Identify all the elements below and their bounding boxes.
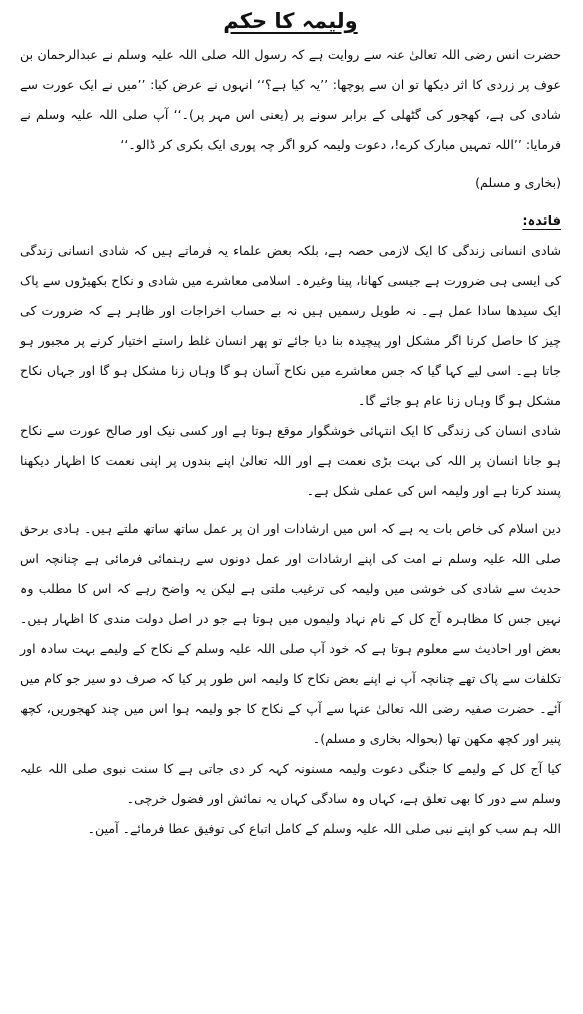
body-paragraph-4: کیا آج کل کے ولیمے کا جنگی دعوت ولیمہ مسنونہ کہہ کر دی جاتی ہے کا سنت نبوی صلی اللہ علیہ وسلم سے دور کا بھی تعلق ہے، کہاں وہ سادگی کہاں یہ نمائش اور فضول خرچی۔ (20, 761, 561, 806)
hadith-paragraph: حضرت انس رضی اللہ تعالیٰ عنہ سے روایت ہے کہ رسول اللہ صلی اللہ علیہ وسلم نے عبدالرحمان بن عوف پر زردی کا اثر دیکھا تو ان سے پوچھا: ’’یہ کیا ہے؟‘‘ انہوں نے عرض کیا: ’’میں نے ایک عورت سے شادی کی ہے، کھجور کی گٹھلی کے برابر سونے پر (یعنی اس مہر پر)۔‘‘ آپ صلی اللہ علیہ وسلم نے فرمایا: ’’اللہ تمہیں مبارک کرے!، دعوت ولیمہ کرو اگر چہ پوری ایک بکری کر ڈالو۔‘‘ (20, 47, 561, 152)
title-text: ولیمہ کا حکم (223, 9, 358, 33)
body-paragraph-2: شادی انسان کی زندگی کا ایک انتہائی خوشگوار موقع ہوتا ہے اور کسی نیک اور صالح عورت سے نکاح ہو جانا انسان پر اللہ کی بہت بڑی نعمت ہے اور اللہ تعالیٰ اپنے بندوں پر اپنی نعمت کا اظہار دیکھنا پسند کرتا ہے اور ولیمہ اس کی عملی شکل ہے۔ (20, 423, 561, 498)
document-page (20, 6, 561, 844)
body-paragraph-1: شادی انسانی زندگی کا ایک لازمی حصہ ہے، بلکہ بعض علماء یہ فرماتے ہیں کہ شادی انسانی زندگی کی ایسی ہی ضرورت ہے جیسی کھانا، پینا وغیرہ۔ اسلامی معاشرے میں شادی و نکاح بکھیڑوں سے پاک ایک سیدھا سادا عمل ہے۔ نہ طویل رسمیں ہیں نہ بے حساب اخراجات اور ظاہر ہے کہ ضرورت کی چیز کا حاصل کرنا اگر مشکل اور پیچیدہ بنا دیا جائے تو پھر انسان غلط راستے اختیار کرنے پر مجبور ہو جاتا ہے۔ اسی لیے کہا گیا کہ جس معاشرے میں نکاح آسان ہو گا وہاں زنا مشکل ہو گا اور جہاں نکاح مشکل ہو گا وہاں زنا عام ہو جائے گا۔ (20, 243, 561, 408)
hadith-reference: (بخاری و مسلم) (475, 175, 561, 190)
closing-prayer: اللہ ہم سب کو اپنے نبی صلی اللہ علیہ وسلم کے کامل اتباع کی توفیق عطا فرمائے۔ آمین۔ (87, 821, 561, 836)
faida-heading: فائدہ: (522, 214, 561, 229)
body-paragraph-3: دین اسلام کی خاص بات یہ ہے کہ اس میں ارشادات اور ان پر عمل ساتھ ساتھ ملتے ہیں۔ ہادی برحق صلی اللہ علیہ وسلم نے امت کی اپنے ارشادات اور عمل دونوں سے رہنمائی فرمائی ہے چنانچہ اس حدیث سے شادی کی خوشی میں ولیمہ کی ترغیب ملتی ہے لیکن یہ واضح رہے کہ اس کا مطلب وہ نہیں جس کا مظاہرہ آج کل کے نام نہاد ولیموں میں ہوتا ہے جو در اصل دولت مندی کا اظہار ہیں۔ بعض اور احادیث سے معلوم ہوتا ہے کہ خود آپ صلی اللہ علیہ وسلم کے نکاح کے ولیمے بہت سادہ اور تکلفات سے پاک تھے چنانچہ آپ نے اپنے بعض نکاح کا ولیمہ اس طور پر کیا کہ صرف دو سیر جو کام میں آئے۔ حضرت صفیہ رضی اللہ تعالیٰ عنہا سے آپ کے نکاح کا جو ولیمہ ہوا اس میں چند کھجوریں، کچھ پنیر اور کچھ مکھن تھا (بحوالہ بخاری و مسلم)۔ (20, 521, 561, 746)
page-title (20, 6, 561, 36)
